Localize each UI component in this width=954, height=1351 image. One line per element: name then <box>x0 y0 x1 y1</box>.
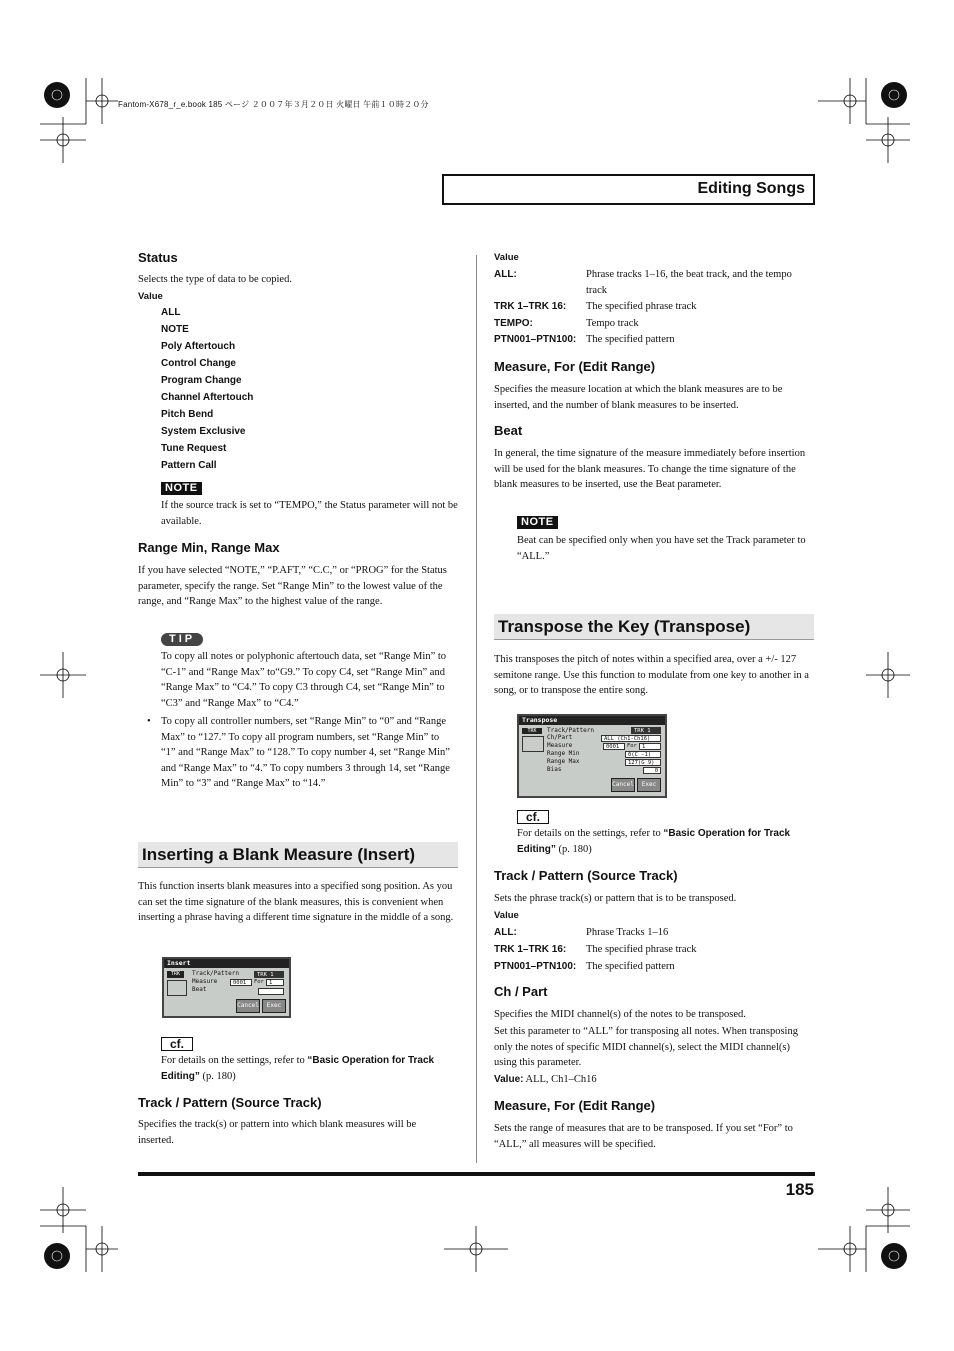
transpose-min-field[interactable]: 0(C -1) <box>625 751 661 758</box>
crosshair-mark-10 <box>444 1226 508 1272</box>
transpose-screen-title: Transpose <box>519 716 665 725</box>
transpose-row: Track/Pattern <box>547 727 594 734</box>
cf-reference-link[interactable]: “Basic Operation for Track Editing” <box>161 1055 435 1082</box>
track-icon: TRK <box>522 728 542 734</box>
insert-row-track: Track/Pattern <box>192 970 239 977</box>
value-row <box>494 925 814 941</box>
status-value-item: Pattern Call <box>161 460 217 471</box>
range-desc: If you have selected “NOTE,” “P.AFT,” “C.C,” or “PROG” for the Status parameter, specify the range. Set “Range Min” to the lowest value of the range, and “Range Max” to the highest value of the range. <box>138 565 447 608</box>
insert-measure-field[interactable]: 0001 <box>230 979 252 986</box>
value-key: TRK 1–TRK 16: <box>494 301 567 313</box>
value-row <box>494 332 814 348</box>
status-value-item: NOTE <box>161 324 189 335</box>
ch-part-value <box>494 1072 597 1088</box>
value-desc: Phrase tracks 1–16, the beat track, and the tempo track <box>586 269 792 296</box>
transpose-track-value-table <box>494 925 814 975</box>
chapter-header-box <box>442 174 815 205</box>
tip-text: To copy all notes or polyphonic aftertouch data, set “Range Min” to “C-1” and “Range Max” to“G9.” To copy C4, set “Range Min” and “Range Max” to “C4.” To copy C3 through C4, set “Range Min” to “C3” and “Range Max” to “C4.” <box>161 651 447 709</box>
insert-track-field[interactable]: TRK 1 <box>254 971 284 978</box>
insert-screen <box>162 957 291 1018</box>
insert-cancel-button[interactable]: Cancel <box>236 999 260 1013</box>
insert-screen-title: Insert <box>164 959 289 968</box>
right-value-table <box>494 267 814 348</box>
value-row <box>494 959 814 975</box>
value-desc: The specified pattern <box>586 961 675 973</box>
status-value-item: Channel Aftertouch <box>161 392 254 403</box>
value-desc: The specified phrase track <box>586 301 697 313</box>
measure-desc: Specifies the measure location at which the blank measures are to be inserted, and the number of blank measures to be inserted. <box>494 384 783 411</box>
insert-exec-button[interactable]: Exec <box>262 999 286 1013</box>
transpose-track-field[interactable]: TRK 1 <box>631 727 661 734</box>
ch-part-desc-1: Specifies the MIDI channel(s) of the notes to be transposed. <box>494 1009 746 1020</box>
star-target-tl <box>44 82 70 108</box>
page-number: 185 <box>785 1180 814 1199</box>
value-desc: Phrase Tracks 1–16 <box>586 927 669 938</box>
beat-heading: Beat <box>494 423 523 438</box>
transpose-cf-text <box>517 826 817 857</box>
value-key: PTN001–PTN100: <box>494 961 577 973</box>
transpose-row: Measure <box>547 742 573 749</box>
transpose-screen <box>517 714 667 798</box>
insert-track-heading: Track / Pattern (Source Track) <box>138 1095 322 1110</box>
transpose-for-label: For <box>627 743 637 749</box>
crosshair-mark-5 <box>40 652 86 698</box>
bullet-text: To copy all controller numbers, set “Range Min” to “0” and “Range Max” to “127.” To copy all program numbers, set “Range Min” to “1” and “Range Max” to “128.” To copy number 4, set “Range Min” and “Range Max” to “4.” To copy numbers 3 through 14, set “Range Min” to “3” and “Range Max” to “14.” <box>161 716 450 790</box>
status-value-item: ALL <box>161 307 181 318</box>
chapter-title: Editing Songs <box>697 180 805 197</box>
cf-text-pre: For details on the settings, refer to <box>517 828 664 839</box>
transpose-range-desc: Sets the range of measures that are to be transposed. If you set “For” to “ALL,” all measures will be specified. <box>494 1123 793 1150</box>
value-row <box>494 299 814 315</box>
star-target-tr <box>881 82 907 108</box>
transpose-row: Range Min <box>547 750 580 757</box>
value-desc: Tempo track <box>586 317 639 329</box>
value-key: ALL: <box>494 269 517 280</box>
status-value-label: Value <box>138 291 163 302</box>
measure-heading: Measure, For (Edit Range) <box>494 359 656 374</box>
value-key: ALL: <box>494 927 517 938</box>
insert-row-beat: Beat <box>192 986 207 993</box>
value-row <box>494 267 814 298</box>
transpose-row: Range Max <box>547 758 580 765</box>
transpose-for-field[interactable]: 1 <box>639 743 661 750</box>
status-heading: Status <box>138 250 178 265</box>
transpose-max-field[interactable]: 127(G 9) <box>625 759 661 766</box>
transpose-ch-field[interactable]: ALL (Ch1-Ch16) <box>601 735 661 742</box>
transpose-track-value-label: Value <box>494 910 519 921</box>
value-key: TRK 1–TRK 16: <box>494 944 567 956</box>
transpose-bias-field[interactable]: 0 <box>643 767 661 774</box>
star-target-br <box>881 1243 907 1269</box>
ch-value-text: ALL, Ch1–Ch16 <box>523 1074 597 1085</box>
value-key: TEMPO: <box>494 317 533 329</box>
status-value-item: Tune Request <box>161 443 227 454</box>
insert-track-desc: Specifies the track(s) or pattern into which blank measures will be inserted. <box>138 1119 417 1146</box>
transpose-row: Ch/Part <box>547 734 573 741</box>
transpose-track-desc: Sets the phrase track(s) or pattern that is to be transposed. <box>494 893 737 904</box>
value-row <box>494 316 814 332</box>
transpose-cancel-button[interactable]: Cancel <box>611 778 635 792</box>
cf-text-pre: For details on the settings, refer to <box>161 1055 308 1066</box>
beat-note-text: Beat can be specified only when you have set the Track parameter to “ALL.” <box>517 535 806 562</box>
insert-section-title: Inserting a Blank Measure (Insert) <box>138 842 458 868</box>
status-value-item: System Exclusive <box>161 426 246 437</box>
track-icon: TRK <box>167 971 184 978</box>
tip-badge: TIP <box>161 633 203 646</box>
footer-rule <box>138 1172 815 1176</box>
ch-part-heading: Ch / Part <box>494 984 548 999</box>
ch-value-label: Value: <box>494 1074 524 1085</box>
transpose-desc: This transposes the pitch of notes within a specified area, over a +/- 127 semitone range. Use this function to modulate from one key to another in a song, or to transpose the entire song. <box>494 654 809 697</box>
insert-for-field[interactable]: 1 <box>266 979 284 986</box>
insert-beat-field[interactable] <box>258 988 284 995</box>
cf-badge: cf. <box>161 1037 193 1051</box>
insert-cf-text <box>161 1053 461 1084</box>
transpose-row: Bias <box>547 766 562 773</box>
status-value-item: Control Change <box>161 358 236 369</box>
crosshair-mark-6 <box>866 652 910 698</box>
transpose-measure-field[interactable]: 0001 <box>603 743 625 750</box>
cf-reference-link[interactable]: “Basic Operation for Track Editing” <box>517 828 791 855</box>
crosshair-mark-1 <box>86 78 118 124</box>
file-info: Fantom-X678_r_e.book 185 ページ ２００７年３月２０日 火曜日 午前１０時２０分 <box>118 100 429 109</box>
value-desc: The specified pattern <box>586 334 675 346</box>
ch-part-desc-2: Set this parameter to “ALL” for transposing all notes. When transposing only the notes of specific MIDI channel(s), select the MIDI channel(s) using this parameter. <box>494 1026 798 1069</box>
range-heading: Range Min, Range Max <box>138 540 280 555</box>
status-value-item: Pitch Bend <box>161 409 214 420</box>
crosshair-mark-11 <box>818 1226 866 1272</box>
insert-desc: This function inserts blank measures into a specified song position. As you can set the time signature of the blank measures, this is convenient when inserting a phrase having a different time signature in the middle of a song. <box>138 881 454 924</box>
status-value-list <box>161 304 253 474</box>
value-row <box>494 942 814 958</box>
cf-page: (p. 180) <box>199 1070 236 1082</box>
note-badge: NOTE <box>517 516 558 529</box>
cf-page: (p. 180) <box>555 843 592 855</box>
transpose-section-title: Transpose the Key (Transpose) <box>494 614 814 640</box>
note-badge: NOTE <box>161 482 202 495</box>
crosshair-mark-3 <box>818 78 866 124</box>
crosshair-mark-9 <box>86 1226 118 1272</box>
transpose-track-heading: Track / Pattern (Source Track) <box>494 868 678 883</box>
value-key: PTN001–PTN100: <box>494 334 577 346</box>
value-desc: The specified phrase track <box>586 944 697 956</box>
status-value-item: Program Change <box>161 375 242 386</box>
transpose-exec-button[interactable]: Exec <box>637 778 661 792</box>
star-target-bl <box>44 1243 70 1269</box>
status-note-text: If the source track is set to “TEMPO,” the Status parameter will not be available. <box>161 500 458 527</box>
track-grid-icon <box>522 736 544 752</box>
status-value-item: Poly Aftertouch <box>161 341 236 352</box>
insert-row-measure: Measure <box>192 978 218 985</box>
cf-badge: cf. <box>517 810 549 824</box>
insert-for-label: For <box>254 979 264 985</box>
right-value-label: Value <box>494 252 519 263</box>
bullet-marker: • <box>147 716 151 727</box>
track-grid-icon <box>167 980 187 996</box>
beat-desc: In general, the time signature of the measure immediately before insertion will be used for the blank measures. To change the time signature of the blank measures to be inserted, use the Beat parameter. <box>494 448 806 491</box>
transpose-range-heading: Measure, For (Edit Range) <box>494 1098 656 1113</box>
status-desc: Selects the type of data to be copied. <box>138 274 292 285</box>
column-divider <box>476 255 477 1163</box>
